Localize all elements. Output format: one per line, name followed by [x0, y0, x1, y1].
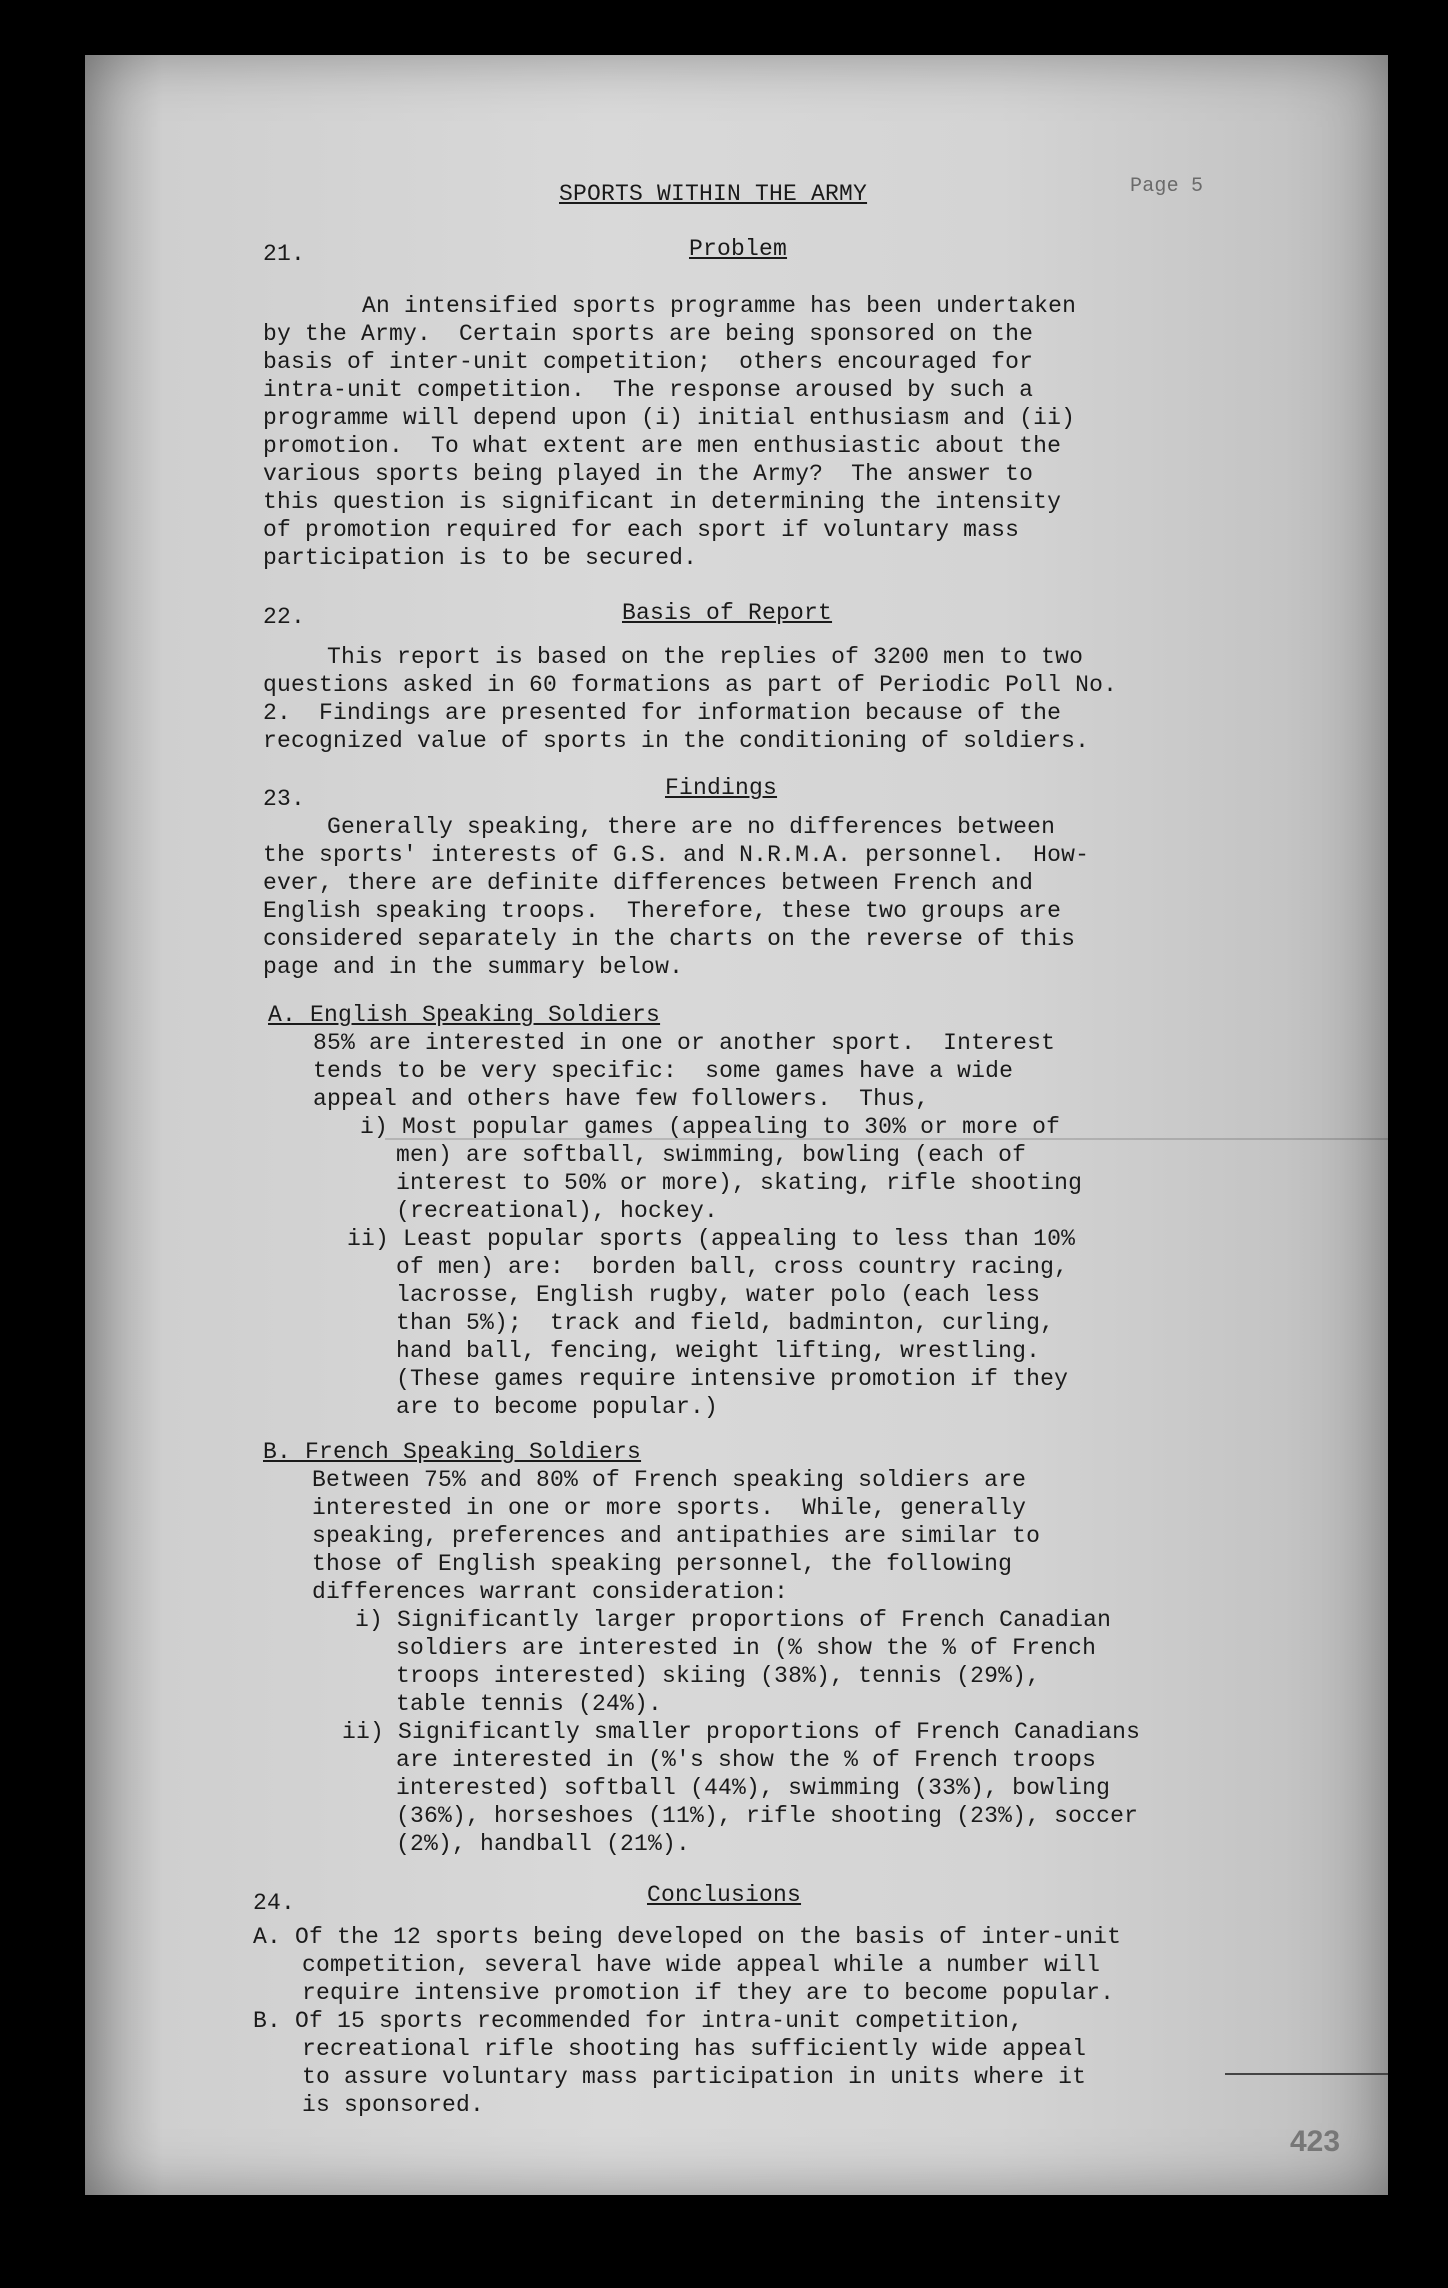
section-21-number: 21. — [263, 241, 306, 267]
section-22-line: 2. Findings are presented for information because of the — [263, 700, 1062, 726]
subsection-b-heading: B. French Speaking Soldiers — [263, 1439, 642, 1465]
section-23-number: 23. — [263, 786, 306, 812]
conclusion-b-line: is sponsored. — [302, 2092, 485, 2118]
archive-stamp: 423 — [1290, 2125, 1341, 2158]
section-22-line: recognized value of sports in the conditioning of soldiers. — [263, 728, 1090, 754]
subsection-b-intro-line: interested in one or more sports. While, generally — [312, 1495, 1027, 1521]
subsection-a-item-line: (These games require intensive promotion if they — [396, 1366, 1069, 1392]
subsection-b-item-line: troops interested) skiing (38%), tennis (29%), — [396, 1663, 1041, 1689]
subsection-a-item-line: interest to 50% or more), skating, rifle shooting — [396, 1170, 1083, 1196]
subsection-a-intro-line: 85% are interested in one or another sport. Interest — [313, 1030, 1056, 1056]
section-21-line: various sports being played in the Army? The answer to — [263, 461, 1034, 487]
subsection-b-item-line: interested) softball (44%), swimming (33%), bowling — [396, 1775, 1111, 1801]
subsection-a-item-line: lacrosse, English rugby, water polo (each less — [396, 1282, 1041, 1308]
conclusion-b-line: recreational rifle shooting has sufficiently wide appeal — [302, 2036, 1087, 2062]
subsection-b-intro-line: those of English speaking personnel, the following — [312, 1551, 1013, 1577]
section-21-line: participation is to be secured. — [263, 545, 698, 571]
section-22-line: This report is based on the replies of 3200 men to two — [327, 644, 1084, 670]
section-21-line: programme will depend upon (i) initial enthusiasm and (ii) — [263, 405, 1076, 431]
section-23-line: ever, there are definite differences between French and — [263, 870, 1034, 896]
section-21-line: this question is significant in determining the intensity — [263, 489, 1062, 515]
conclusion-b-line: B. Of 15 sports recommended for intra-unit competition, — [253, 2008, 1024, 2034]
subsection-b-item-line: are interested in (%'s show the % of French troops — [396, 1747, 1097, 1773]
subsection-a-item-line: than 5%); track and field, badminton, curling, — [396, 1310, 1055, 1336]
subsection-a-item-line: hand ball, fencing, weight lifting, wrestling. — [396, 1338, 1041, 1364]
subsection-a-item-line: of men) are: borden ball, cross country racing, — [396, 1254, 1069, 1280]
section-23-line: considered separately in the charts on the reverse of this — [263, 926, 1076, 952]
section-21-heading: Problem — [689, 236, 788, 262]
section-23-line: page and in the summary below. — [263, 954, 684, 980]
conclusion-b-line: to assure voluntary mass participation in units where it — [302, 2064, 1087, 2090]
section-24-heading: Conclusions — [647, 1882, 802, 1908]
subsection-b-intro-line: speaking, preferences and antipathies are similar to — [312, 1523, 1041, 1549]
section-21-line: of promotion required for each sport if voluntary mass — [263, 517, 1020, 543]
section-21-line: by the Army. Certain sports are being sponsored on the — [263, 321, 1034, 347]
document-page — [85, 55, 1388, 2195]
section-21-line: intra-unit competition. The response aroused by such a — [263, 377, 1034, 403]
subsection-b-intro-line: differences warrant consideration: — [312, 1579, 789, 1605]
margin-rule-line — [1225, 2073, 1388, 2075]
section-23-line: the sports' interests of G.S. and N.R.M.A. personnel. How- — [263, 842, 1090, 868]
subsection-a-item-line: are to become popular.) — [396, 1394, 719, 1420]
page-number: Page 5 — [1130, 175, 1204, 198]
subsection-a-item-line: (recreational), hockey. — [396, 1198, 719, 1224]
subsection-b-item-line: ii) Significantly smaller proportions of French Canadians — [342, 1719, 1141, 1745]
section-21-line: promotion. To what extent are men enthusiastic about the — [263, 433, 1062, 459]
section-22-number: 22. — [263, 604, 306, 630]
subsection-b-item-line: i) Significantly larger proportions of French Canadian — [355, 1607, 1112, 1633]
subsection-b-item-line: (2%), handball (21%). — [396, 1831, 691, 1857]
subsection-b-intro-line: Between 75% and 80% of French speaking soldiers are — [312, 1467, 1027, 1493]
section-24-number: 24. — [253, 1890, 296, 1916]
subsection-a-item-line: men) are softball, swimming, bowling (each of — [396, 1142, 1027, 1168]
section-21-line: basis of inter-unit competition; others encouraged for — [263, 349, 1034, 375]
subsection-a-item-line: ii) Least popular sports (appealing to less than 10% — [347, 1226, 1076, 1252]
section-21-line: An intensified sports programme has been undertaken — [362, 293, 1077, 319]
conclusion-a-line: A. Of the 12 sports being developed on the basis of inter-unit — [253, 1924, 1122, 1950]
section-23-line: English speaking troops. Therefore, these two groups are — [263, 898, 1062, 924]
subsection-a-item-line: i) Most popular games (appealing to 30% or more of — [360, 1114, 1061, 1140]
section-22-line: questions asked in 60 formations as part of Periodic Poll No. — [263, 672, 1118, 698]
section-22-heading: Basis of Report — [622, 600, 833, 626]
subsection-b-item-line: table tennis (24%). — [396, 1691, 663, 1717]
subsection-b-item-line: (36%), horseshoes (11%), rifle shooting (23%), soccer — [396, 1803, 1139, 1829]
conclusion-a-line: competition, several have wide appeal while a number will — [302, 1952, 1101, 1978]
document-body — [85, 55, 1388, 2195]
subsection-b-item-line: soldiers are interested in (% show the % of French — [396, 1635, 1097, 1661]
subsection-a-intro-line: appeal and others have few followers. Thus, — [313, 1086, 930, 1112]
subsection-a-intro-line: tends to be very specific: some games have a wide — [313, 1058, 1014, 1084]
page-title: SPORTS WITHIN THE ARMY — [559, 181, 868, 207]
section-23-heading: Findings — [665, 775, 778, 801]
conclusion-a-line: require intensive promotion if they are to become popular. — [302, 1980, 1115, 2006]
subsection-a-heading: A. English Speaking Soldiers — [268, 1002, 661, 1028]
section-23-line: Generally speaking, there are no differences between — [327, 814, 1056, 840]
